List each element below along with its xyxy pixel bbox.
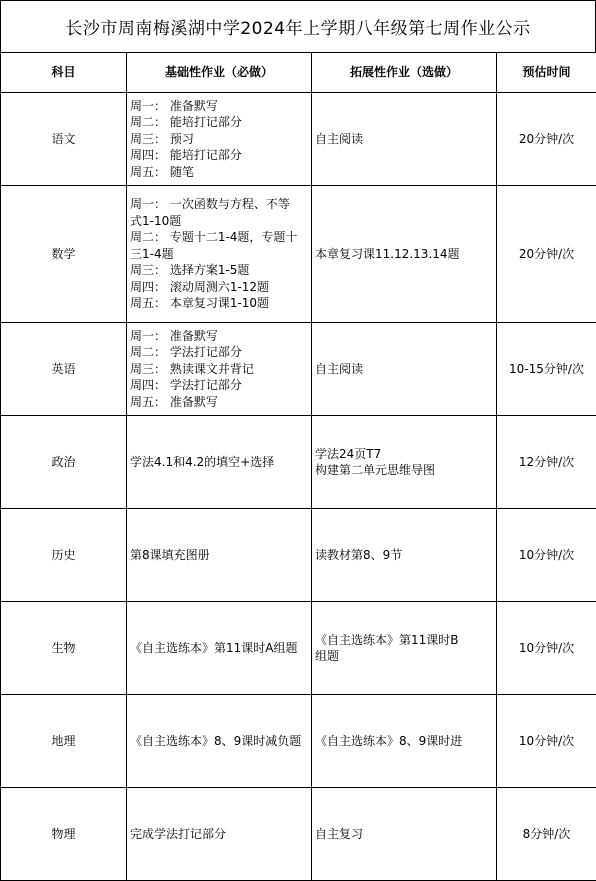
basic-homework-cell xyxy=(127,509,312,602)
table-row xyxy=(1,93,596,186)
table-row xyxy=(1,509,596,602)
extended-homework-cell xyxy=(312,788,497,881)
extended-homework-cell xyxy=(312,416,497,509)
table-row xyxy=(1,323,596,416)
basic-homework-line: 周四： 能培打记部分 xyxy=(130,147,308,164)
time-cell: 10分钟/次 xyxy=(497,509,596,602)
table-row xyxy=(1,186,596,323)
table-row xyxy=(1,602,596,695)
basic-homework-line: 周四： 滚动周测六1-12题 xyxy=(130,279,308,296)
subject-cell: 地理 xyxy=(1,695,127,788)
table-row xyxy=(1,695,596,788)
basic-homework-line: 周四： 学法打记部分 xyxy=(130,377,308,394)
basic-homework-line: 周五： 本章复习课1-10题 xyxy=(130,295,308,312)
homework-table xyxy=(0,52,596,881)
header-time: 预估时间 xyxy=(497,53,596,93)
basic-homework-line: 周二： 能培打记部分 xyxy=(130,114,308,131)
subject-cell: 历史 xyxy=(1,509,127,602)
subject-cell: 物理 xyxy=(1,788,127,881)
basic-homework-cell xyxy=(127,788,312,881)
extended-homework-cell xyxy=(312,186,497,323)
basic-homework-line: 式1-10题 xyxy=(130,213,308,230)
time-cell: 20分钟/次 xyxy=(497,93,596,186)
basic-homework-line: 周三： 选择方案1-5题 xyxy=(130,262,308,279)
extended-homework-line: 本章复习课11.12.13.14题 xyxy=(315,246,493,263)
subject-cell: 语文 xyxy=(1,93,127,186)
basic-homework-line: 第8课填充图册 xyxy=(130,547,308,564)
time-cell: 10分钟/次 xyxy=(497,602,596,695)
header-basic: 基础性作业（必做） xyxy=(127,53,312,93)
subject-cell: 政治 xyxy=(1,416,127,509)
basic-homework-line: 三1-4题 xyxy=(130,246,308,263)
basic-homework-line: 周三： 预习 xyxy=(130,131,308,148)
table-row xyxy=(1,416,596,509)
basic-homework-line: 周五： 随笔 xyxy=(130,164,308,181)
extended-homework-line: 自主阅读 xyxy=(315,361,493,378)
extended-homework-line: 自主阅读 xyxy=(315,131,493,148)
extended-homework-line: 《自主选练本》第11课时B xyxy=(315,632,493,649)
header-row xyxy=(1,53,596,93)
subject-cell: 生物 xyxy=(1,602,127,695)
time-cell: 10分钟/次 xyxy=(497,695,596,788)
subject-cell: 英语 xyxy=(1,323,127,416)
extended-homework-line: 学法24页T7 xyxy=(315,446,493,463)
basic-homework-line: 学法4.1和4.2的填空+选择 xyxy=(130,454,308,471)
basic-homework-cell xyxy=(127,323,312,416)
basic-homework-line: 周二： 学法打记部分 xyxy=(130,344,308,361)
extended-homework-line: 组题 xyxy=(315,648,493,665)
basic-homework-cell xyxy=(127,416,312,509)
time-cell: 8分钟/次 xyxy=(497,788,596,881)
basic-homework-cell xyxy=(127,695,312,788)
extended-homework-cell xyxy=(312,323,497,416)
table-row xyxy=(1,788,596,881)
basic-homework-line: 周一： 准备默写 xyxy=(130,328,308,345)
time-cell: 12分钟/次 xyxy=(497,416,596,509)
extended-homework-line: 构建第二单元思维导图 xyxy=(315,462,493,479)
basic-homework-line: 《自主选练本》8、9课时减负题 xyxy=(130,733,308,750)
header-extended: 拓展性作业（选做） xyxy=(312,53,497,93)
basic-homework-cell xyxy=(127,186,312,323)
basic-homework-line: 周三： 熟读课文并背记 xyxy=(130,361,308,378)
basic-homework-line: 周二： 专题十二1-4题，专题十 xyxy=(130,229,308,246)
subject-cell: 数学 xyxy=(1,186,127,323)
extended-homework-line: 自主复习 xyxy=(315,826,493,843)
basic-homework-line: 完成学法打记部分 xyxy=(130,826,308,843)
extended-homework-line: 读教材第8、9节 xyxy=(315,547,493,564)
extended-homework-cell xyxy=(312,509,497,602)
extended-homework-cell xyxy=(312,602,497,695)
table-body xyxy=(1,93,596,881)
page-title: 长沙市周南梅溪湖中学2024年上学期八年级第七周作业公示 xyxy=(0,0,596,52)
basic-homework-line: 周一： 一次函数与方程、不等 xyxy=(130,196,308,213)
header-subject: 科目 xyxy=(1,53,127,93)
basic-homework-line: 周五： 准备默写 xyxy=(130,394,308,411)
time-cell: 10-15分钟/次 xyxy=(497,323,596,416)
basic-homework-line: 周一： 准备默写 xyxy=(130,98,308,115)
basic-homework-cell xyxy=(127,602,312,695)
time-cell: 20分钟/次 xyxy=(497,186,596,323)
basic-homework-line: 《自主选练本》第11课时A组题 xyxy=(130,640,308,657)
extended-homework-cell xyxy=(312,93,497,186)
extended-homework-cell xyxy=(312,695,497,788)
extended-homework-line: 《自主选练本》8、9课时进 xyxy=(315,733,493,750)
basic-homework-cell xyxy=(127,93,312,186)
